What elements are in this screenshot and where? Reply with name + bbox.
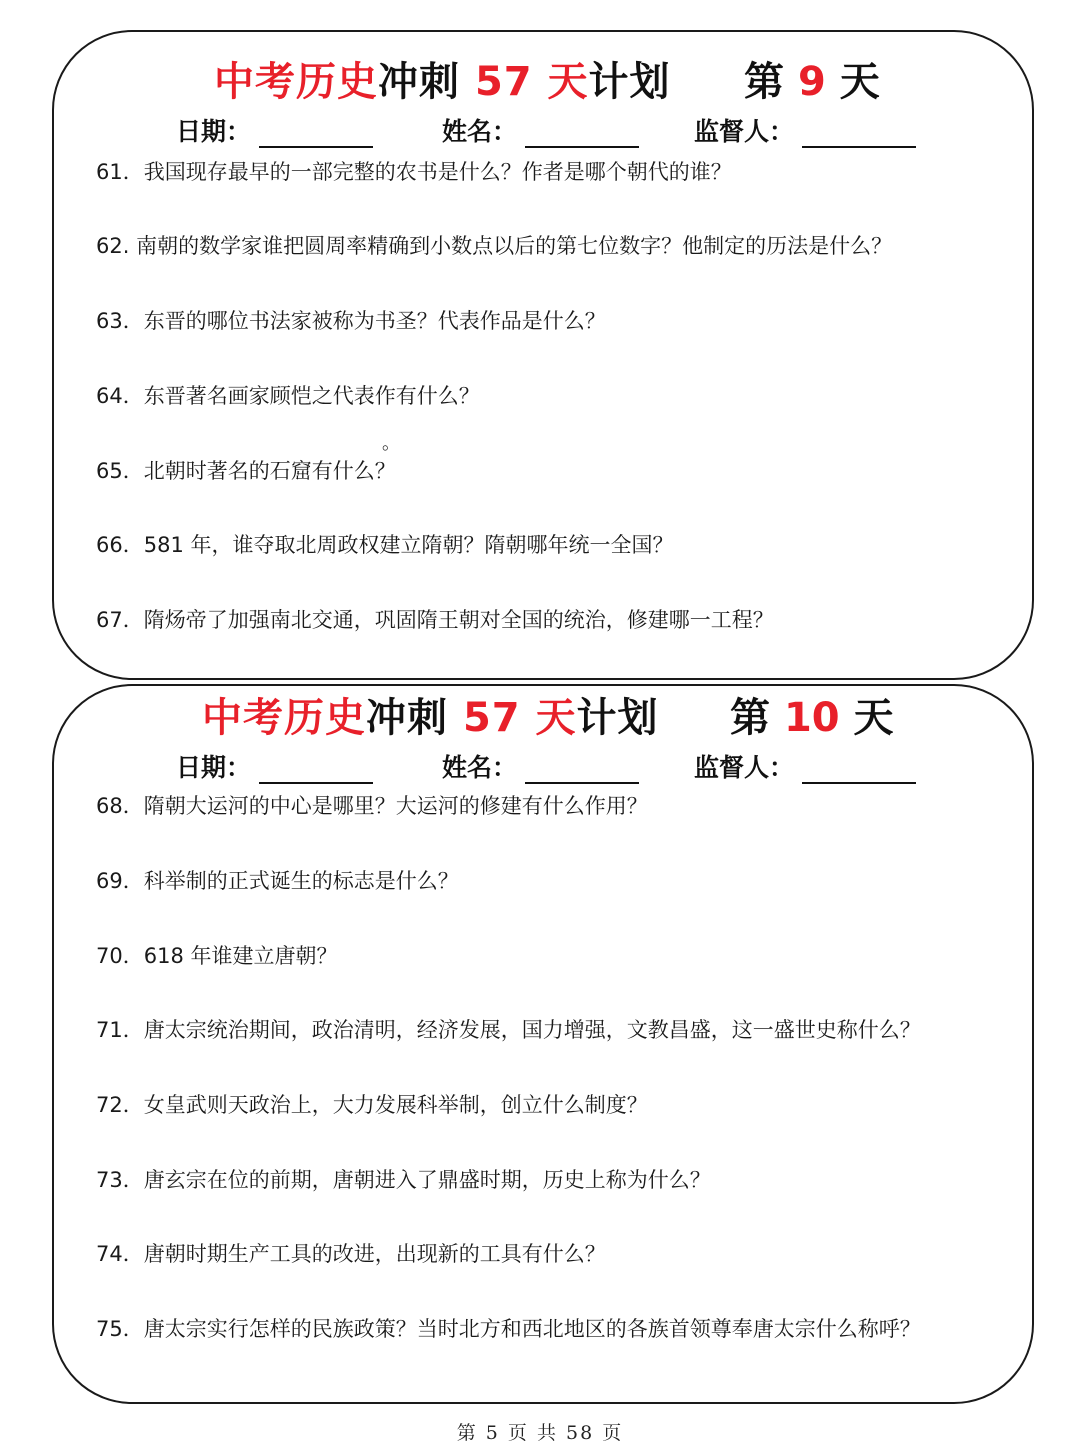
question-67: 67．隋炀帝了加强南北交通，巩固隋王朝对全国的统治，修建哪一工程？ xyxy=(96,608,774,632)
name-blank[interactable] xyxy=(525,120,639,148)
question-63: 63．东晋的哪位书法家被称为书圣？代表作品是什么？ xyxy=(96,309,606,333)
title-days: 57 天 xyxy=(462,695,577,741)
name-label: 姓名： xyxy=(442,753,518,782)
question-75: 75．唐太宗实行怎样的民族政策？当时北方和西北地区的各族首领尊奉唐太宗什么称呼？ xyxy=(96,1317,921,1341)
supervisor-label: 监督人： xyxy=(694,753,795,782)
question-65: 65．北朝时著名的石窟有什么？ xyxy=(96,459,396,483)
day-number: 9 xyxy=(797,59,826,105)
name-field xyxy=(442,112,639,148)
question-70: 70．618 年谁建立唐朝？ xyxy=(96,944,338,968)
title-red: 中考历史 xyxy=(214,59,378,105)
page-footer: 第 5 页 共 58 页 xyxy=(456,1422,624,1444)
day-suffix: 天 xyxy=(825,59,880,105)
supervisor-label: 监督人： xyxy=(694,117,795,146)
date-field xyxy=(176,748,373,784)
meta-row xyxy=(54,748,1032,788)
date-field xyxy=(176,112,373,148)
name-field xyxy=(442,748,639,784)
day-number: 10 xyxy=(783,695,840,741)
plan-title xyxy=(202,686,659,743)
title-row xyxy=(54,50,1032,110)
meta-row xyxy=(54,112,1032,152)
day-9-card xyxy=(52,30,1034,680)
date-label: 日期： xyxy=(176,117,252,146)
title-dark: 冲刺 xyxy=(378,59,475,105)
supervisor-field xyxy=(694,748,916,784)
date-label: 日期： xyxy=(176,753,252,782)
day-label xyxy=(744,50,880,107)
question-73: 73．唐玄宗在位的前期，唐朝进入了鼎盛时期，历史上称为什么？ xyxy=(96,1168,711,1192)
date-blank[interactable] xyxy=(259,120,373,148)
supervisor-field xyxy=(694,112,916,148)
question-69: 69．科举制的正式诞生的标志是什么？ xyxy=(96,869,459,893)
question-68: 68．隋朝大运河的中心是哪里？大运河的修建有什么作用？ xyxy=(96,794,648,818)
name-blank[interactable] xyxy=(525,756,639,784)
title-plan: 计划 xyxy=(588,59,671,105)
date-blank[interactable] xyxy=(259,756,373,784)
question-71: 71．唐太宗统治期间，政治清明，经济发展，国力增强，文教昌盛，这一盛世史称什么？ xyxy=(96,1018,921,1042)
name-label: 姓名： xyxy=(442,117,518,146)
plan-title xyxy=(214,50,671,107)
question-61: 61．我国现存最早的一部完整的农书是什么？作者是哪个朝代的谁？ xyxy=(96,160,732,184)
title-red: 中考历史 xyxy=(202,695,366,741)
question-64: 64．东晋著名画家顾恺之代表作有什么？ xyxy=(96,384,480,408)
question-72: 72．女皇武则天政治上，大力发展科举制，创立什么制度？ xyxy=(96,1093,648,1117)
day-suffix: 天 xyxy=(839,695,894,741)
question-74: 74．唐朝时期生产工具的改进，出现新的工具有什么？ xyxy=(96,1242,606,1266)
day-prefix: 第 xyxy=(744,59,798,105)
supervisor-blank[interactable] xyxy=(802,120,916,148)
supervisor-blank[interactable] xyxy=(802,756,916,784)
day-prefix: 第 xyxy=(730,695,784,741)
day-10-card xyxy=(52,684,1034,1404)
title-dark: 冲刺 xyxy=(366,695,463,741)
day-label xyxy=(730,686,894,743)
title-days: 57 天 xyxy=(474,59,589,105)
question-66: 66．581 年，谁夺取北周政权建立隋朝？隋朝哪年统一全国？ xyxy=(96,533,674,557)
title-row xyxy=(54,686,1032,746)
question-62: 62. 南朝的数学家谁把圆周率精确到小数点以后的第七位数字？他制定的历法是什么？ xyxy=(96,234,893,258)
title-plan: 计划 xyxy=(576,695,659,741)
stray-mark: 。 xyxy=(382,433,400,454)
